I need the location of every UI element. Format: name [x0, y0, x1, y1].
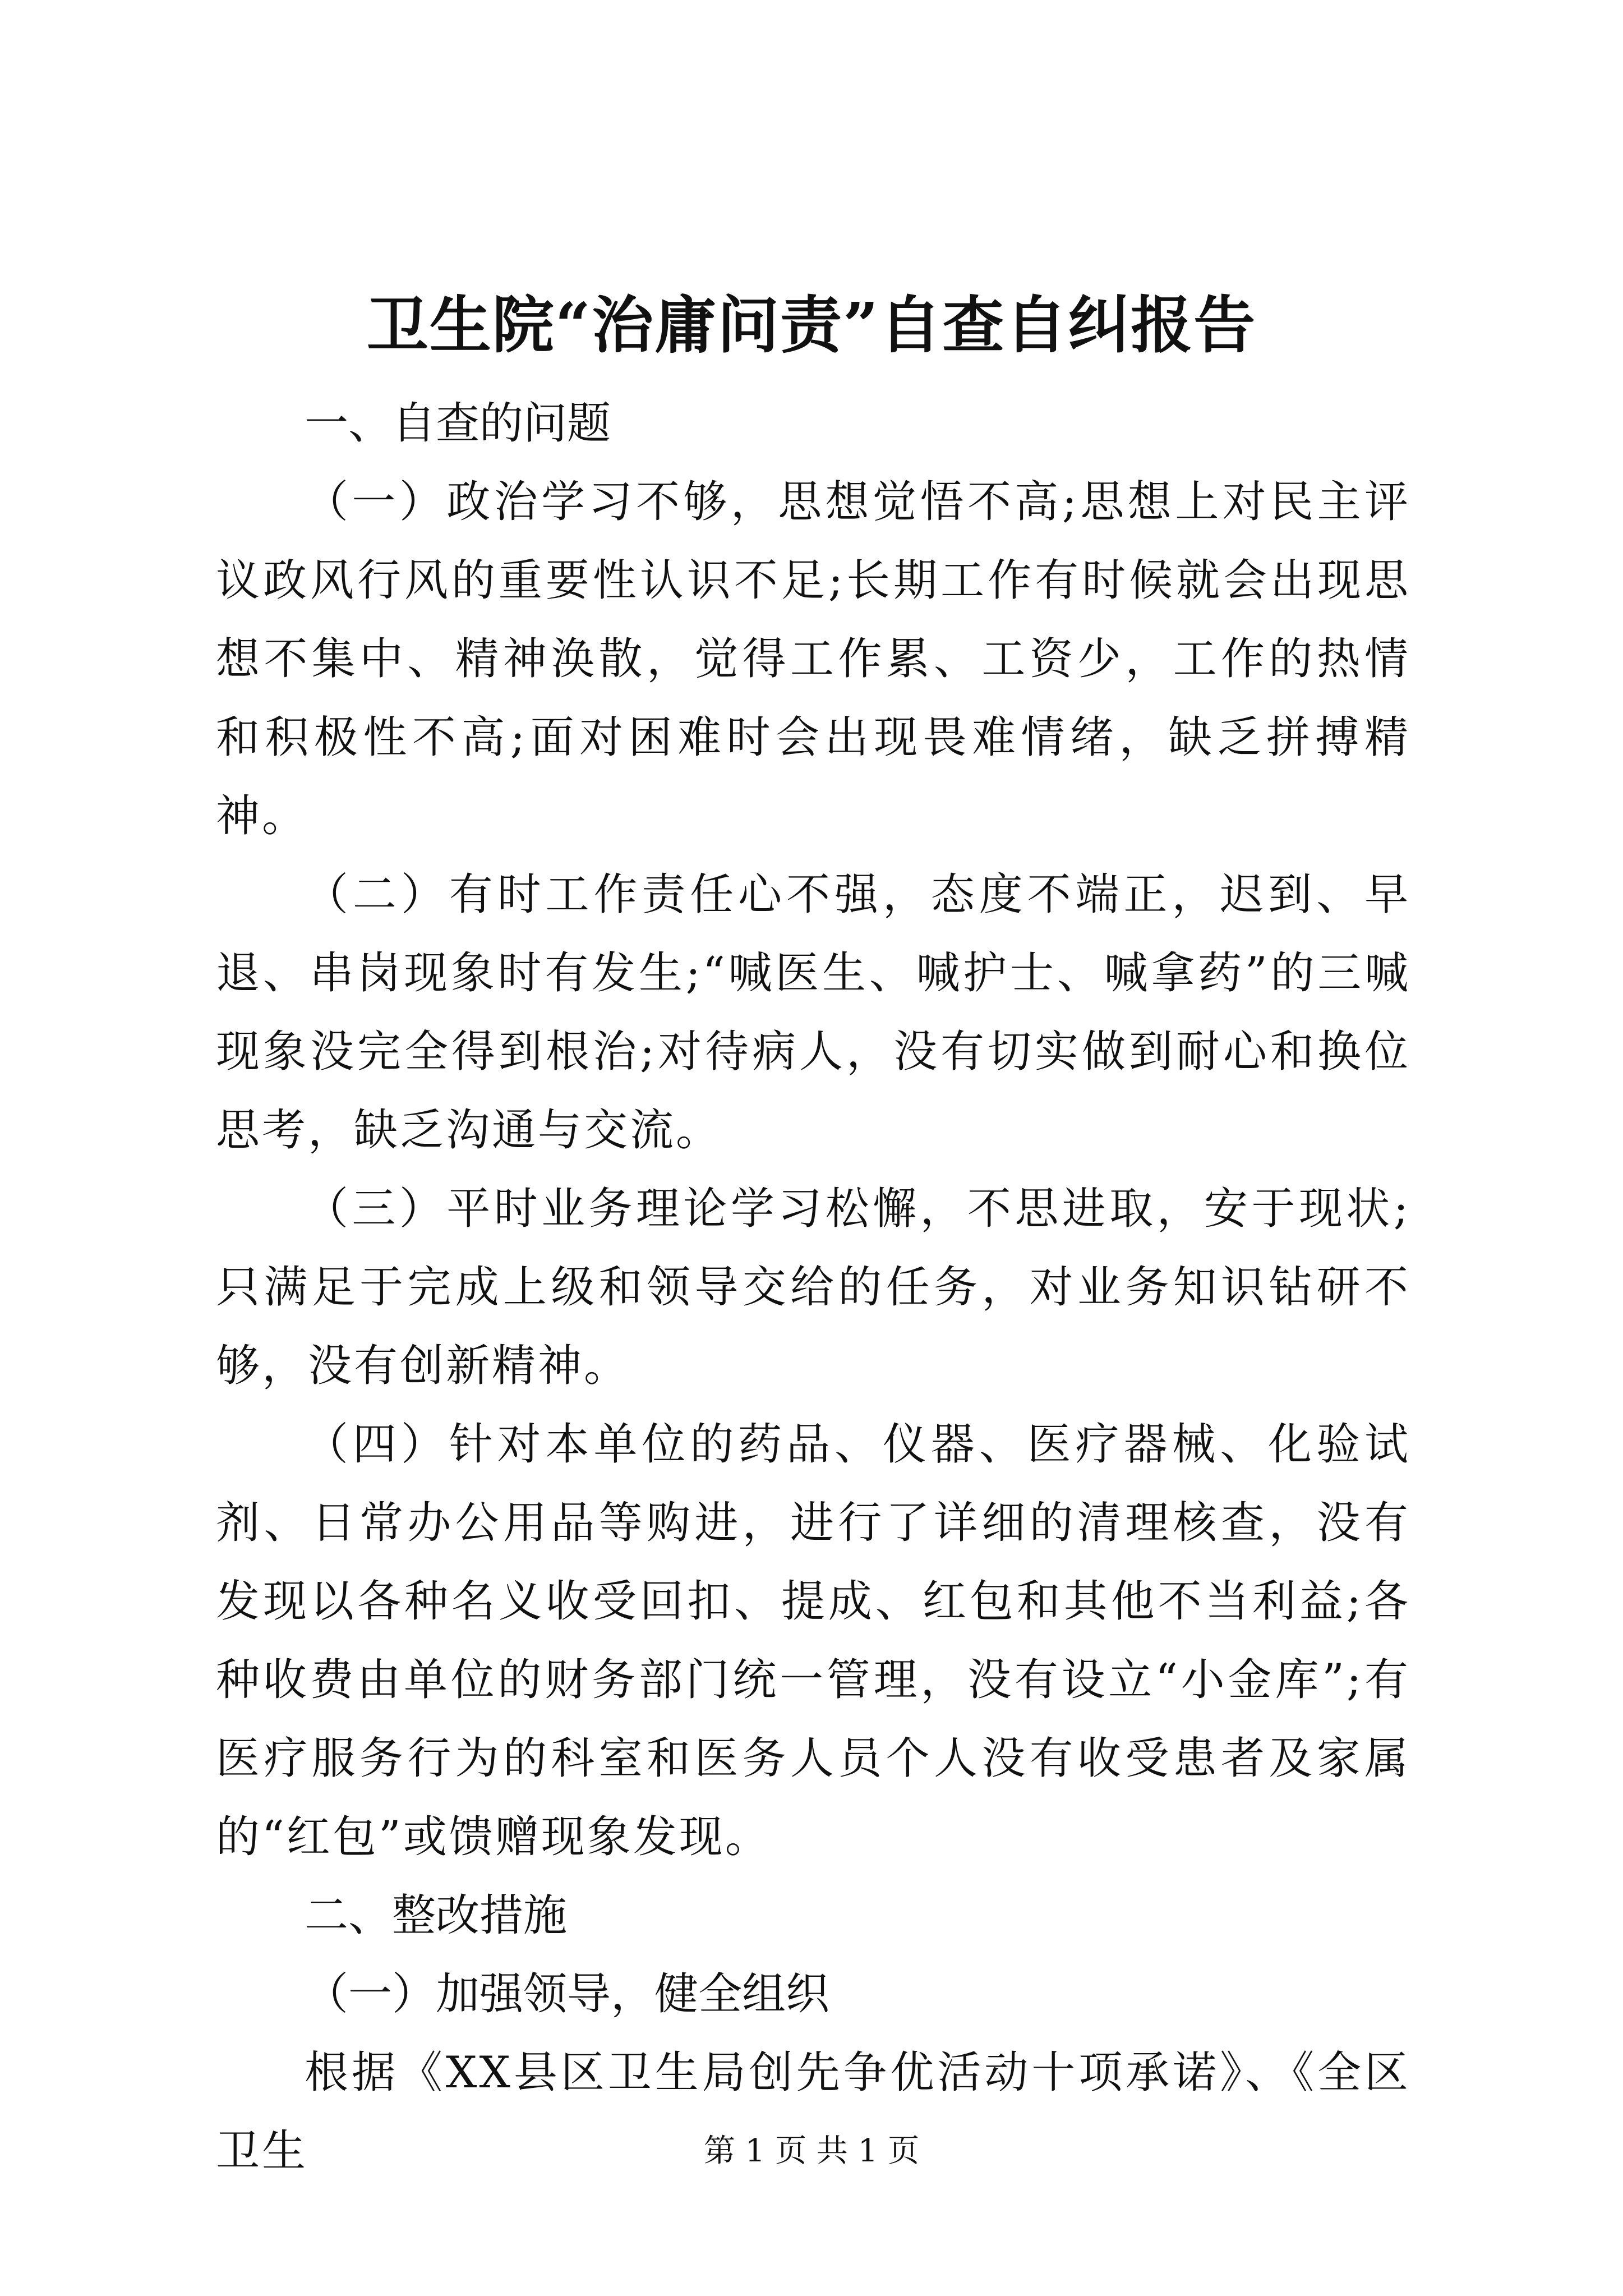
subheading-measure-1: （一）加强领导，健全组织	[305, 1969, 830, 2019]
document-body	[216, 384, 1410, 2191]
paragraph-problem-1: （一）政治学习不够，思想觉悟不高;思想上对民主评议政风行风的重要性认识不足;长期工作有时候就会出现思想不集中、精神涣散，觉得工作累、工资少，工作的热情和积极性不高;面对困难时会出现畏难情绪，缺乏拼搏精神。	[216, 477, 1410, 841]
section-heading-problems: 一、自查的问题	[305, 398, 611, 449]
page-footer: 第 1 页 共 1 页	[703, 2133, 920, 2169]
paragraph-problem-3: （三）平时业务理论学习松懈，不思进取，安于现状;只满足于完成上级和领导交给的任务，对业务知识钻研不够，没有创新精神。	[216, 1184, 1410, 1391]
paragraph-problem-4: （四）针对本单位的药品、仪器、医疗器械、化验试剂、日常办公用品等购进，进行了详细的清理核查，没有发现以各种名义收受回扣、提成、红包和其他不当利益;各种收费由单位的财务部门统一管理，没有设立“小金库”;有医疗服务行为的科室和医务人员个人没有收受患者及家属的“红包”或馈赠现象发现。	[216, 1419, 1410, 1862]
section-heading-measures: 二、整改措施	[305, 1890, 568, 1941]
paragraph-problem-2: （二）有时工作责任心不强，态度不端正，迟到、早退、串岗现象时有发生;“喊医生、喊护士、喊拿药”的三喊现象没完全得到根治;对待病人，没有切实做到耐心和换位思考，缺乏沟通与交流。	[216, 869, 1410, 1156]
paragraph-measure-1: 根据《XX县区卫生局创先争优活动十项承诺》、《全区卫生	[216, 2047, 1410, 2177]
document-title: 卫生院“治庸问责”自查自纠报告	[366, 289, 1257, 361]
